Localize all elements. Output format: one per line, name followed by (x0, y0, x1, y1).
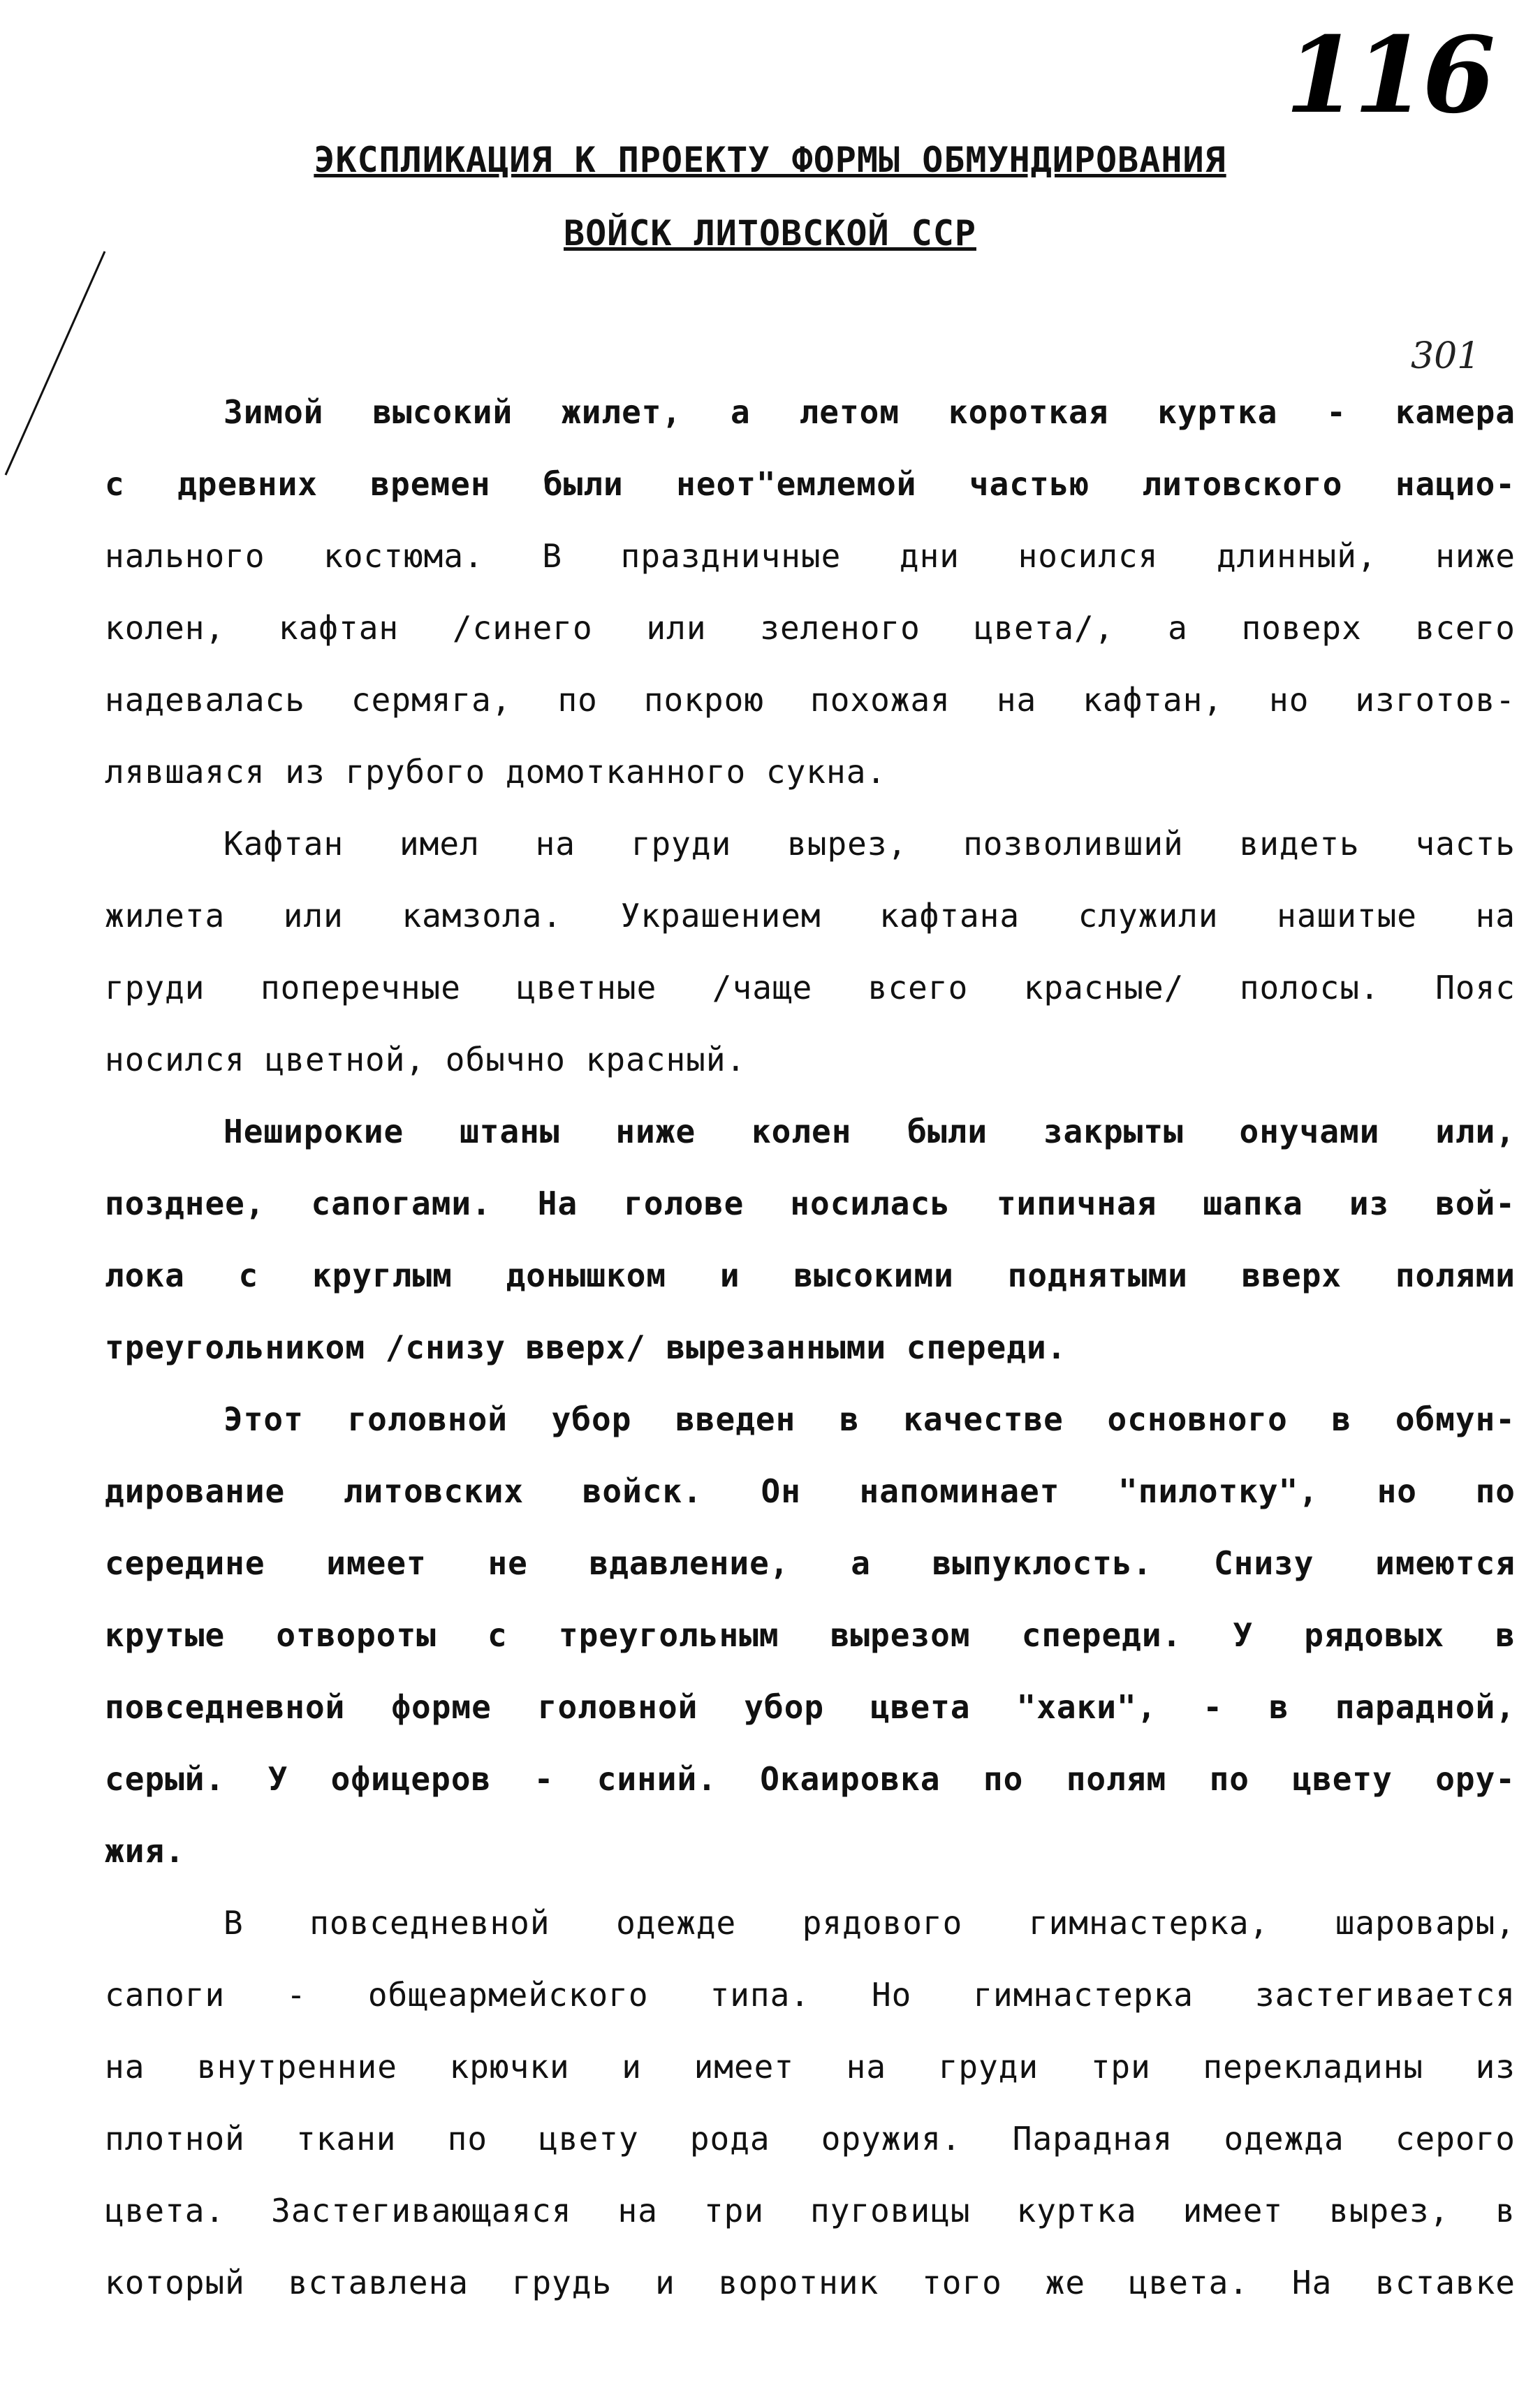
text-line: Зимой высокий жилет, а летом короткая куртка - камера (223, 393, 1516, 431)
text-line: В повседневной одежде рядового гимнастерка, шаровары, (223, 1904, 1516, 1942)
text-line: серый. У офицеров - синий. Окаировка по полям по цвету ору- (105, 1760, 1516, 1798)
text-line: лявшаяся из грубого домотканного сукна. (105, 753, 887, 791)
text-line: дирование литовских войск. Он напоминает "пилотку", но по (105, 1472, 1516, 1510)
text-line: цвета. Застегивающаяся на три пуговицы куртка имеет вырез, в (105, 2192, 1516, 2229)
text-line: надевалась сермяга, по покрою похожая на кафтан, но изготов- (105, 681, 1516, 719)
margin-pen-stroke-icon (0, 244, 140, 482)
text-line: Этот головной убор введен в качестве основного в обмун- (223, 1400, 1516, 1438)
text-line: с древних времен были неот"емлемой частью литовского нацио- (105, 465, 1516, 503)
text-line: сапоги - общеармейского типа. Но гимнастерка застегивается (105, 1976, 1516, 2014)
text-line: жия. (105, 1832, 185, 1870)
document-title-line-1: ЭКСПЛИКАЦИЯ К ПРОЕКТУ ФОРМЫ ОБМУНДИРОВАНИЯ (314, 140, 1226, 180)
text-line: плотной ткани по цвету рода оружия. Парадная одежда серого (105, 2120, 1516, 2158)
page-number: 116 (1285, 14, 1492, 137)
handwritten-annotation: 301 (1411, 335, 1481, 377)
document-title-line-2: ВОЙСК ЛИТОВСКОЙ ССР (564, 213, 976, 254)
text-line: жилета или камзола. Украшением кафтана служили нашитые на (105, 897, 1516, 935)
text-line: лока с круглым донышком и высокими поднятыми вверх полями (105, 1257, 1516, 1294)
text-line: Неширокие штаны ниже колен были закрыты онучами или, (223, 1113, 1516, 1150)
text-line: колен, кафтан /синего или зеленого цвета/, а поверх всего (105, 609, 1516, 647)
text-line: позднее, сапогами. На голове носилась типичная шапка из вой- (105, 1185, 1516, 1222)
text-line: треугольником /снизу вверх/ вырезанными спереди. (105, 1328, 1067, 1366)
text-line: на внутренние крючки и имеет на груди три перекладины из (105, 2048, 1516, 2086)
text-line: носился цветной, обычно красный. (105, 1041, 747, 1078)
text-line: повседневной форме головной убор цвета "хаки", - в парадной, (105, 1688, 1516, 1726)
text-line: груди поперечные цветные /чаще всего красные/ полосы. Пояс (105, 969, 1516, 1006)
text-line: нального костюма. В праздничные дни носился длинный, ниже (105, 537, 1516, 575)
text-line: крутые отвороты с треугольным вырезом спереди. У рядовых в (105, 1616, 1516, 1654)
text-line: который вставлена грудь и воротник того же цвета. На вставке (105, 2264, 1516, 2301)
text-line: середине имеет не вдавление, а выпуклость. Снизу имеются (105, 1544, 1516, 1582)
text-line: Кафтан имел на груди вырез, позволивший видеть часть (223, 825, 1516, 863)
